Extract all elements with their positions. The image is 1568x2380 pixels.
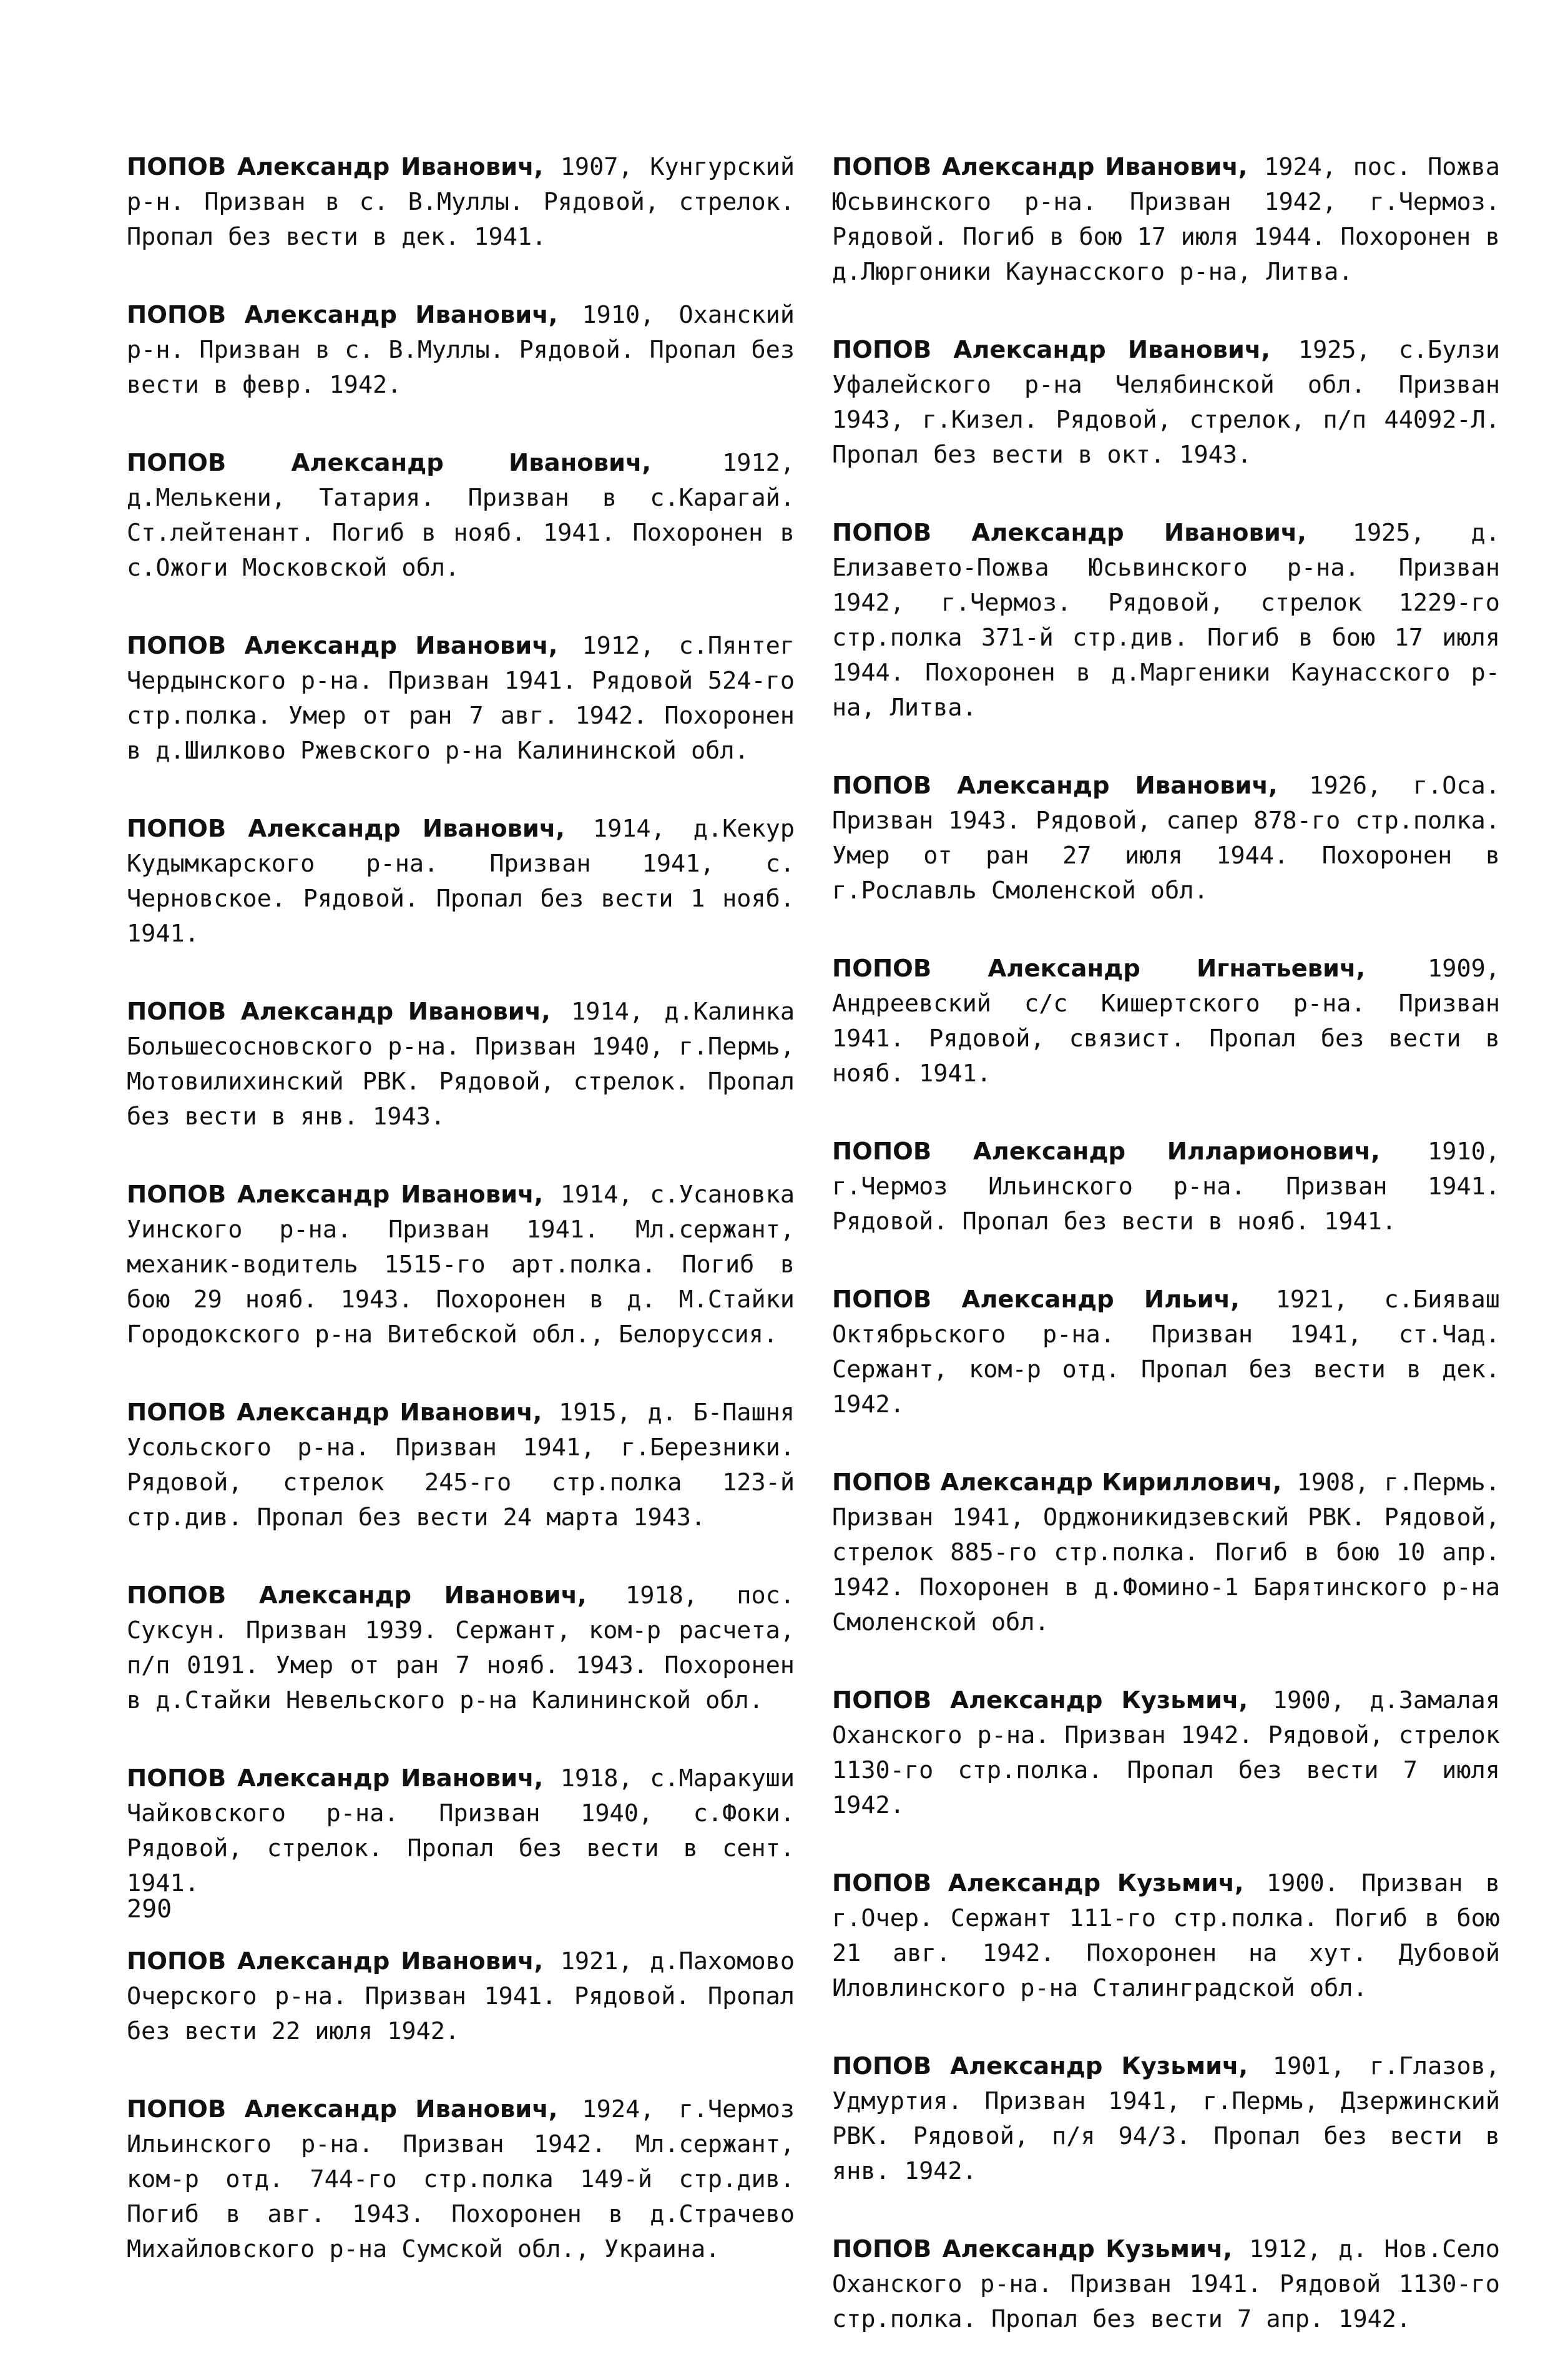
entry-text: 1901, г.Глазов, Удмуртия. Призван 1941, г.Пермь, Дзержинский РВК. Рядовой, п/я 94/3. Пропал без вести в янв. 1942. — [832, 2052, 1500, 2185]
entry — [127, 812, 795, 952]
entry-name: ПОПОВ Александр Кириллович, — [832, 1468, 1282, 1497]
entry — [832, 1683, 1500, 1823]
entry — [127, 629, 795, 769]
entry — [127, 298, 795, 403]
entry-name: ПОПОВ Александр Кузьмич, — [832, 1869, 1244, 1897]
entry — [832, 1134, 1500, 1239]
entry-text: 1926, г.Оса. Призван 1943. Рядовой, сапер 878-го стр.полка. Умер от ран 27 июля 1944. Похоронен в г.Рославль Смоленской обл. — [832, 772, 1501, 905]
entry-text: 1924, пос. Пожва Юсьвинского р-на. Призван 1942, г.Чермоз. Рядовой. Погиб в бою 17 июля 1944. Похоронен в д.Люргоники Каунасского р-на, Литва. — [832, 153, 1500, 286]
entry-name: ПОПОВ Александр Иванович, — [127, 1947, 544, 1975]
entry — [832, 516, 1500, 725]
entry-name: ПОПОВ Александр Кузьмич, — [832, 2235, 1232, 2263]
entry-text: 1907, Кунгурский р-н. Призван в с. В.Муллы. Рядовой, стрелок. Пропал без вести в дек. 1941. — [127, 153, 795, 251]
entry-text: 1910, г.Чермоз Ильинского р-на. Призван 1941. Рядовой. Пропал без вести в нояб. 1941. — [832, 1138, 1500, 1236]
entry-text: 1914, д.Калинка Большесосновского р-на. Призван 1940, г.Пермь, Мотовилихинский РВК. Рядовой, стрелок. Пропал без вести в янв. 1943. — [127, 998, 795, 1131]
entry-name: ПОПОВ Александр Илларионович, — [832, 1138, 1380, 1166]
entry-text: 1914, д.Кекур Кудымкарского р-на. Призван 1941, с. Черновское. Рядовой. Пропал без вести 1 нояб. 1941. — [127, 815, 795, 948]
entry — [832, 2049, 1500, 2189]
entry-name: ПОПОВ Александр Иванович, — [127, 2095, 558, 2123]
entry — [127, 1178, 795, 1352]
entry-name: ПОПОВ Александр Иванович, — [127, 1764, 544, 1792]
entry-text: 1909, Андреевский с/с Кишертского р-на. Призван 1941. Рядовой, связист. Пропал без вести в нояб. 1941. — [832, 955, 1500, 1088]
entry-name: ПОПОВ Александр Иванович, — [127, 301, 558, 329]
entry-name: ПОПОВ Александр Иванович, — [127, 449, 652, 477]
entry-text: 1918, пос. Суксун. Призван 1939. Сержант, ком-р расчета, п/п 0191. Умер от ран 7 нояб. 1943. Похоронен в д.Стайки Невельского р-на Калининской обл. — [127, 1581, 795, 1714]
entry-text: 1915, д. Б-Пашня Усольского р-на. Призван 1941, г.Березники. Рядовой, стрелок 245-го стр.полка 123-й стр.див. Пропал без вести 24 марта 1943. — [127, 1399, 795, 1532]
entry — [832, 1465, 1500, 1640]
entry-text: 1925, с.Булзи Уфалейского р-на Челябинской обл. Призван 1943, г.Кизел. Рядовой, стрелок, п/п 44092-Л. Пропал без вести в окт. 1943. — [832, 336, 1500, 469]
entry-text: 1912, с.Пянтег Чердынского р-на. Призван 1941. Рядовой 524-го стр.полка. Умер от ран 7 авг. 1942. Похоронен в д.Шилково Ржевского р-на Калининской обл. — [127, 632, 795, 765]
entry-name: ПОПОВ Александр Иванович, — [832, 336, 1270, 364]
left-column — [127, 150, 795, 2310]
entry-name: ПОПОВ Александр Иванович, — [127, 153, 544, 181]
entry-name: ПОПОВ Александр Иванович, — [127, 1581, 587, 1610]
entry — [127, 446, 795, 586]
entry — [832, 952, 1500, 1091]
entry-name: ПОПОВ Александр Ильич, — [832, 1286, 1240, 1314]
entry-text: 1900, д.Замалая Оханского р-на. Призван 1942. Рядовой, стрелок 1130-го стр.полка. Пропал без вести 7 июля 1942. — [832, 1686, 1500, 1819]
entry-name: ПОПОВ Александр Иванович, — [127, 1399, 542, 1427]
entry — [832, 333, 1500, 473]
entry-text: 1918, с.Маракуши Чайковского р-на. Призван 1940, с.Фоки. Рядовой, стрелок. Пропал без вести в сент. 1941. — [127, 1764, 795, 1897]
entry-text: 1925, д. Елизавето-Пожва Юсьвинского р-на. Призван 1942, г.Чермоз. Рядовой, стрелок 1229-го стр.полка 371-й стр.див. Погиб в бою 17 июля 1944. Похоронен в д.Маргеники Каунасского р-на, Литва. — [832, 519, 1500, 722]
entry-text: 1910, Оханский р-н. Призван в с. В.Муллы. Рядовой. Пропал без вести в февр. 1942. — [127, 301, 795, 399]
entry-name: ПОПОВ Александр Иванович, — [127, 815, 565, 843]
entry — [127, 1761, 795, 1901]
entry — [127, 1578, 795, 1718]
entry-name: ПОПОВ Александр Иванович, — [127, 998, 551, 1026]
entry — [127, 1944, 795, 2049]
entry — [832, 150, 1500, 290]
entry-text: 1924, г.Чермоз Ильинского р-на. Призван 1942. Мл.сержант, ком-р отд. 744-го стр.полка 149-й стр.див. Погиб в авг. 1943. Похоронен в д.Страчево Михайловского р-на Сумской обл., Украина. — [127, 2095, 795, 2263]
entry — [127, 2092, 795, 2267]
entry — [832, 1282, 1500, 1422]
entry-text: 1921, с.Бияваш Октябрьского р-на. Призван 1941, ст.Чад. Сержант, ком-р отд. Пропал без вести в дек. 1942. — [832, 1286, 1500, 1419]
entry-text: 1908, г.Пермь. Призван 1941, Орджоникидзевский РВК. Рядовой, стрелок 885-го стр.полка. Погиб в бою 10 апр. 1942. Похоронен в д.Фомино-1 Барятинского р-на Смоленской обл. — [832, 1468, 1500, 1636]
entry — [127, 995, 795, 1134]
entry — [832, 769, 1500, 908]
entry-text: 1912, д. Нов.Село Оханского р-на. Призван 1941. Рядовой 1130-го стр.полка. Пропал без вести 7 апр. 1942. — [832, 2235, 1500, 2333]
right-column — [832, 150, 1500, 2380]
entry-name: ПОПОВ Александр Иванович, — [832, 153, 1248, 181]
entry-name: ПОПОВ Александр Кузьмич, — [832, 2052, 1248, 2080]
entry-name: ПОПОВ Александр Игнатьевич, — [832, 955, 1366, 983]
entry-name: ПОПОВ Александр Иванович, — [127, 632, 558, 660]
entry-name: ПОПОВ Александр Кузьмич, — [832, 1686, 1248, 1714]
entry — [832, 1866, 1500, 2006]
entry-text: 1914, с.Усановка Уинского р-на. Призван 1941. Мл.сержант, механик-водитель 1515-го арт.полка. Погиб в бою 29 нояб. 1943. Похоронен в д. М.Стайки Городокского р-на Витебской обл., Белоруссия. — [127, 1181, 795, 1349]
entry-text: 1912, д.Мелькени, Татария. Призван в с.Карагай. Ст.лейтенант. Погиб в нояб. 1941. Похоронен в с.Ожоги Московской обл. — [127, 449, 795, 582]
entry-text: 1921, д.Пахомово Очерского р-на. Призван 1941. Рядовой. Пропал без вести 22 июля 1942. — [127, 1947, 795, 2045]
entry — [832, 2232, 1500, 2337]
entry-name: ПОПОВ Александр Иванович, — [832, 519, 1306, 547]
entry — [127, 1395, 795, 1535]
page-number: 290 — [127, 1895, 172, 1924]
entry-name: ПОПОВ Александр Иванович, — [832, 772, 1278, 800]
entry — [127, 150, 795, 255]
entry-name: ПОПОВ Александр Иванович, — [127, 1181, 544, 1209]
entry-text: 1900. Призван в г.Очер. Сержант 111-го стр.полка. Погиб в бою 21 авг. 1942. Похоронен на хут. Дубовой Иловлинского р-на Сталинградской обл. — [832, 1869, 1500, 2002]
